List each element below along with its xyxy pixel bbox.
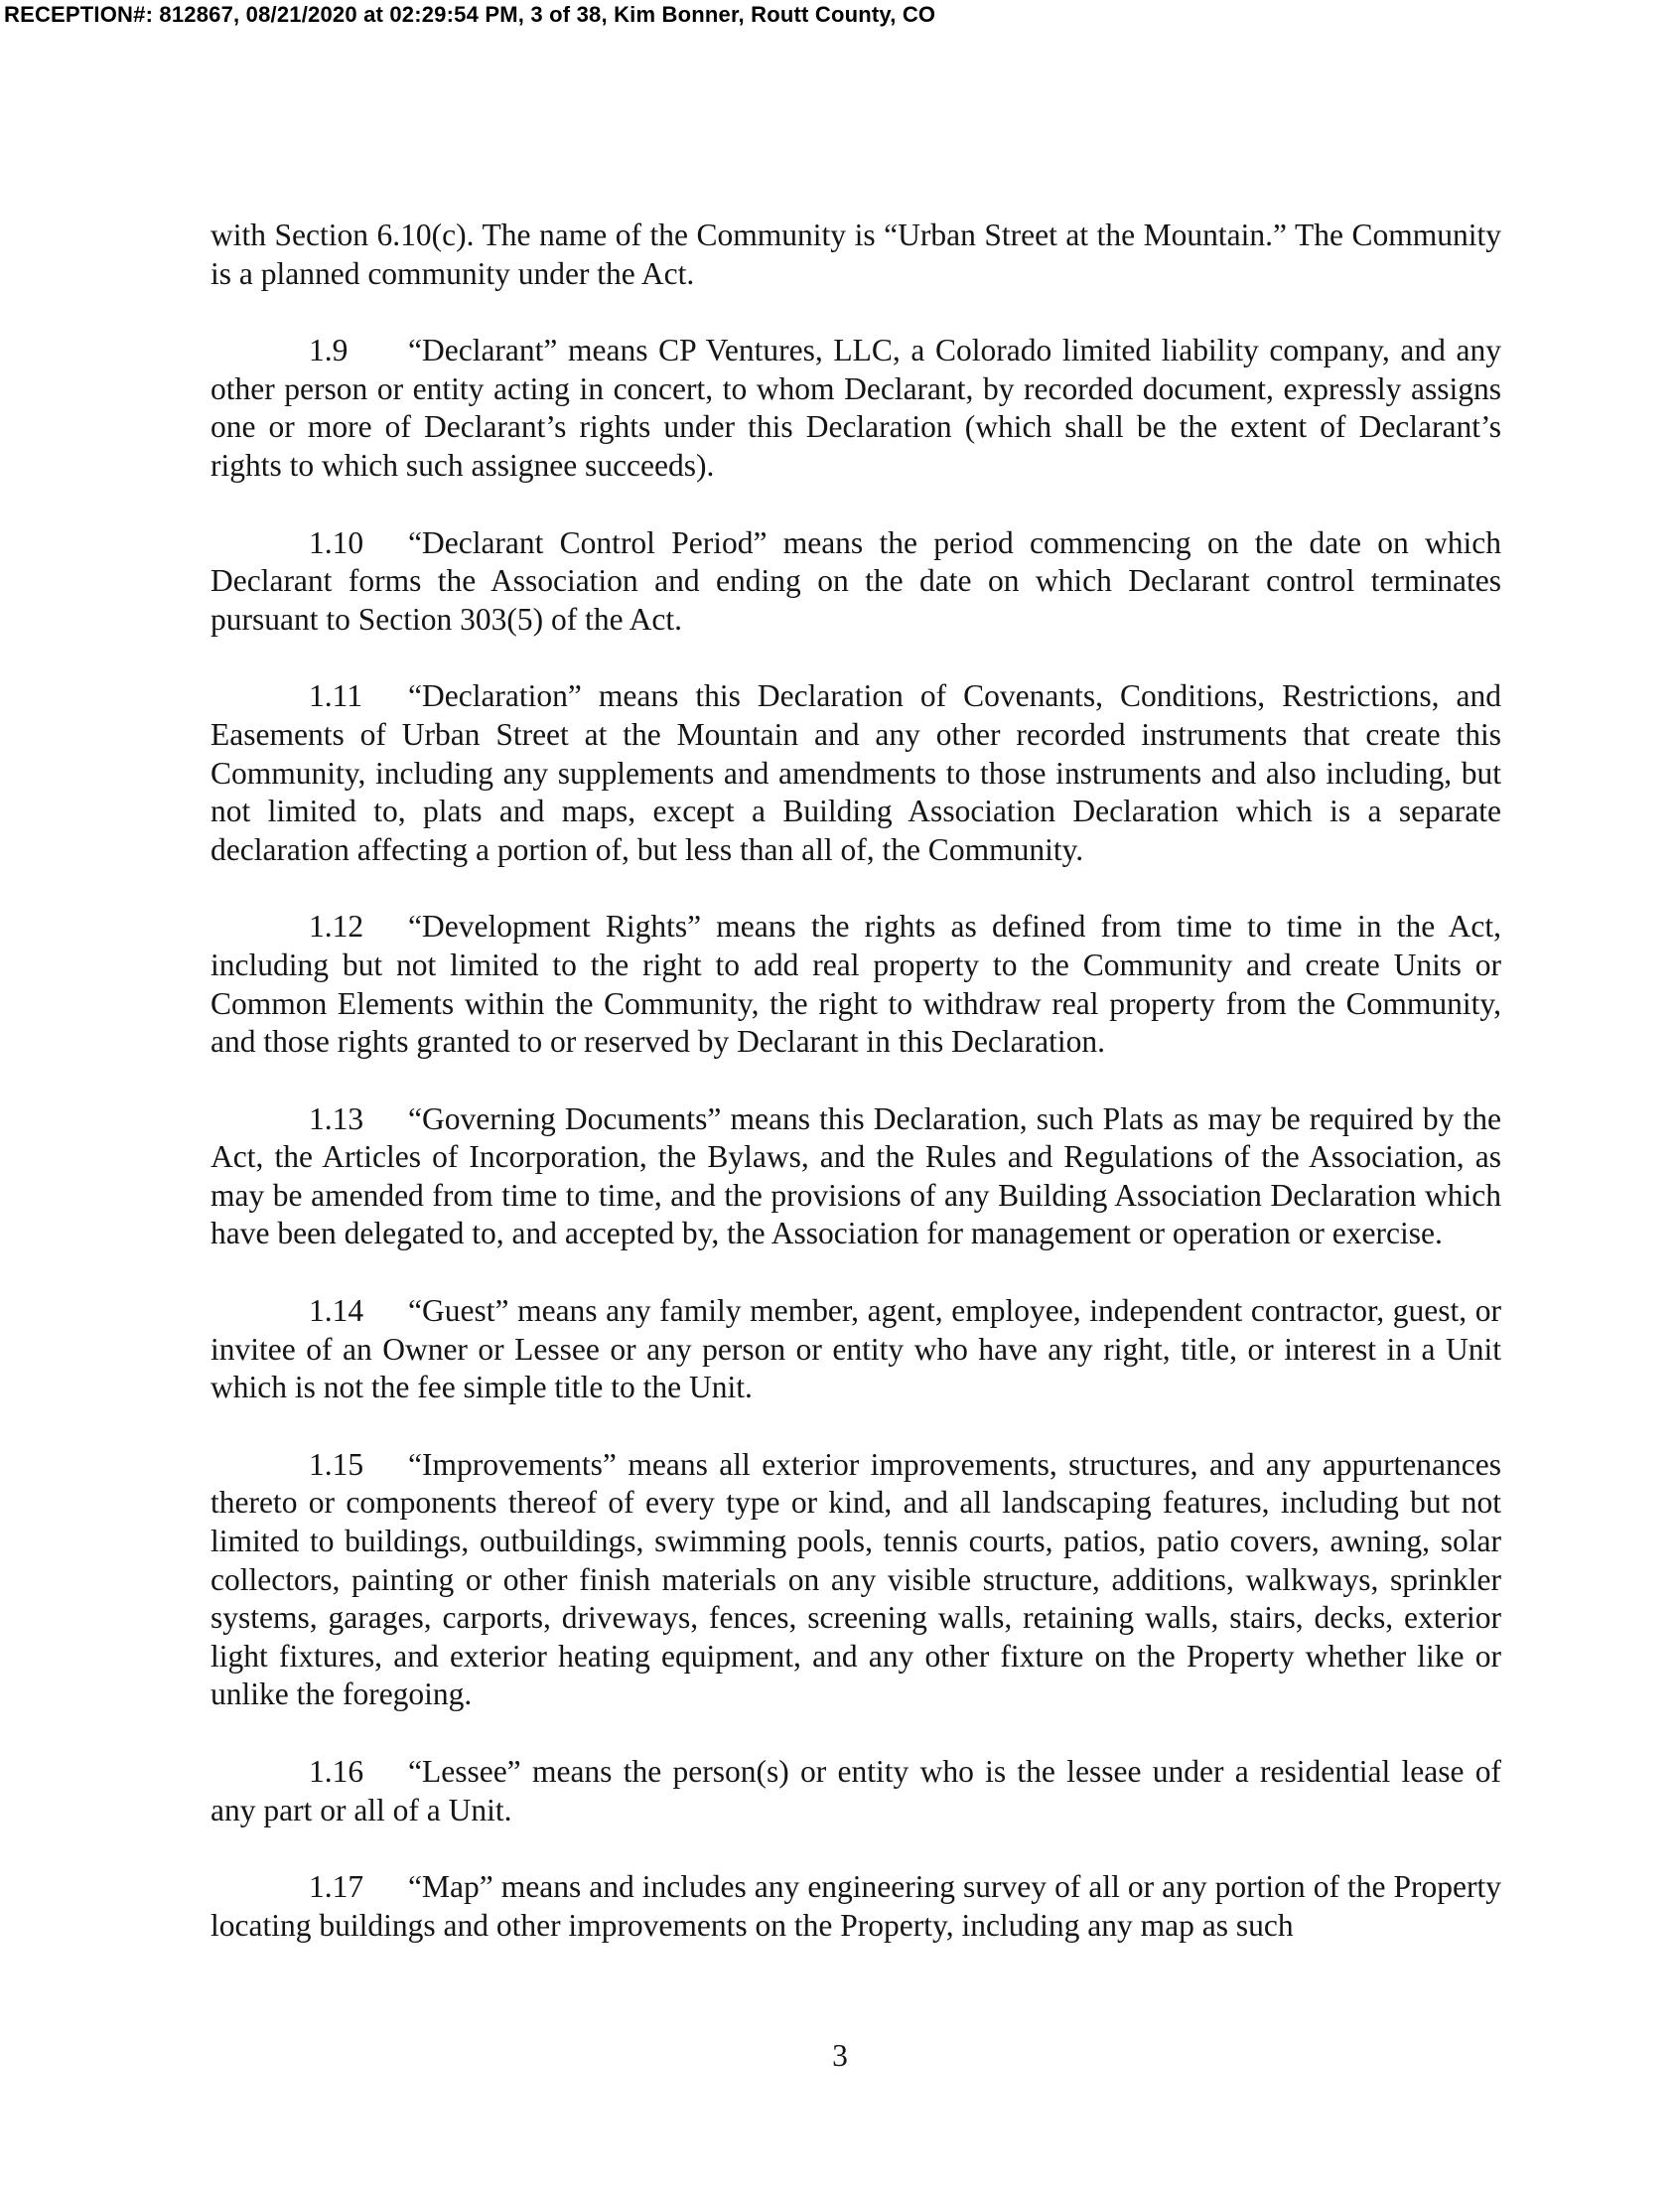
definition-1-9 (210, 332, 1501, 485)
paragraph-text: “Guest” means any family member, agent, employee, independent contractor, guest, or invitee of an Owner or Lessee or any person or entity who have any right, title, or interest in a Unit which is not the fee simple title to the Unit. (210, 1293, 1501, 1405)
definition-1-11 (210, 677, 1501, 869)
section-number: 1.12 (309, 909, 364, 945)
paragraph-text: “Declaration” means this Declaration of Covenants, Conditions, Restrictions, and Easements of Urban Street at the Mountain and any other recorded instruments that create this Community, including any supplements and amendments to those instruments and also including, but not limited to, plats and maps, except a Building Association Declaration which is a separate declaration affecting a portion of, but less than all of, the Community. (210, 678, 1501, 867)
section-number: 1.10 (309, 524, 364, 560)
definition-1-16 (210, 1753, 1501, 1829)
document-body (210, 217, 1501, 1983)
paragraph-text: “Lessee” means the person(s) or entity who is the lessee under a residential lease of any part or all of a Unit. (210, 1754, 1501, 1827)
definition-1-17 (210, 1868, 1501, 1945)
page-number: 3 (832, 2038, 848, 2073)
paragraph-text: “Declarant Control Period” means the period commencing on the date on which Declarant forms the Association and ending on the date on which Declarant control terminates pursuant to Section 303(5) of the Act. (210, 524, 1501, 637)
section-number: 1.14 (309, 1293, 364, 1329)
definition-1-14 (210, 1292, 1501, 1407)
section-number: 1.15 (309, 1446, 364, 1482)
paragraph-text: “Improvements” means all exterior improvements, structures, and any appurtenances thereto or components thereof of every type or kind, and all landscaping features, including but not limited to buildings, outbuildings, swimming pools, tennis courts, patios, patio covers, awning, solar collectors, painting or other finish materials on any visible structure, additions, walkways, sprinkler systems, garages, carports, driveways, fences, screening walls, retaining walls, stairs, decks, exterior light fixtures, and exterior heating equipment, and any other fixture on the Property whether like or unlike the foregoing. (210, 1446, 1501, 1712)
paragraph-continuation (210, 217, 1501, 293)
reception-stamp-header: RECEPTION#: 812867, 08/21/2020 at 02:29:54 PM, 3 of 38, Kim Bonner, Routt County, CO (4, 2, 936, 27)
section-number: 1.9 (309, 333, 349, 368)
paragraph-text: “Development Rights” means the rights as defined from time to time in the Act, including but not limited to the right to add real property to the Community and create Units or Common Elements within the Community, the right to withdraw real property from the Community, and those rights granted to or reserved by Declarant in this Declaration. (210, 909, 1501, 1060)
section-number: 1.13 (309, 1100, 364, 1136)
paragraph-text: with Section 6.10(c). The name of the Community is “Urban Street at the Mountain.” The Community is a planned community under the Act. (210, 218, 1501, 291)
section-number: 1.17 (309, 1869, 364, 1905)
definition-1-15 (210, 1446, 1501, 1714)
paragraph-text: “Governing Documents” means this Declaration, such Plats as may be required by the Act, the Articles of Incorporation, the Bylaws, and the Rules and Regulations of the Association, as may be amended from time to time, and the provisions of any Building Association Declaration which have been delegated to, and accepted by, the Association for management or operation or exercise. (210, 1100, 1501, 1251)
paragraph-text: “Map” means and includes any engineering survey of all or any portion of the Property locating buildings and other improvements on the Property, including any map as such (210, 1869, 1501, 1943)
definition-1-12 (210, 908, 1501, 1061)
paragraph-text: “Declarant” means CP Ventures, LLC, a Colorado limited liability company, and any other person or entity acting in concert, to whom Declarant, by recorded document, expressly assigns one or more of Declarant’s rights under this Declaration (which shall be the extent of Declarant’s rights to which such assignee succeeds). (210, 333, 1501, 483)
section-number: 1.16 (309, 1754, 364, 1789)
section-number: 1.11 (309, 678, 362, 714)
definition-1-10 (210, 524, 1501, 640)
definition-1-13 (210, 1100, 1501, 1253)
